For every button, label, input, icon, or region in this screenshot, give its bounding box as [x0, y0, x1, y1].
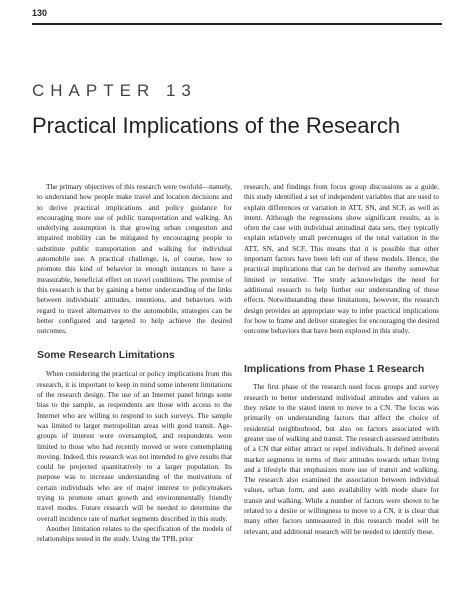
- page-number: 130: [32, 8, 48, 18]
- limitations-paragraph-1: When considering the practical or policy implications from this research, it is important to keep in mind some inherent limitations of the research design. The use of an Internet panel brings some bias to the sample, as respondents are those with access to the Internet who are willing to respond to such surveys. The sample was limited to larger metropolitan areas with good transit. Age-groups of interest were oversampled, and respondents were limited to those who had recently moved or were contemplating moving. Indeed, this research was not intended to give results that could be projected quantitatively to a larger population. Its purpose was to increase understanding of the motivations of certain individuals who are of major interest to policymakers trying to promote smart growth and environmentally friendly travel modes. Future research will be needed to determine the overall incidence rate of market segments described in this study.: [37, 369, 232, 523]
- limitations-paragraph-2: Another limitation relates to the specification of the models of relationships tested in the study. Using the TPB, prior: [37, 523, 232, 544]
- continued-paragraph: research, and findings from focus group discussions as a guide, this study identified a set of independent variables that are used to explain differences or variation in ATT, SN, and SCF, as well as intent. Although the regressions show significant results, as is often the case with individual attitudinal data sets, they typically explain relatively small percentages of the total variation in the ATT, SN, and SCF. This means that it is possible that other important factors have been left out of these models. Hence, the practical implications that can be derived are thereby somewhat limited or tentative. The study acknowledges the need for additional research to help further our understanding of these effects. Notwithstanding these limitations, however, the research design provides an appropriate way to infer practical implications for how to frame and deliver strategies for encouraging the desired outcome behaviors that have been explored in this study.: [244, 182, 439, 336]
- section-heading-limitations: Some Research Limitations: [37, 349, 175, 362]
- section-heading-phase1: Implications from Phase 1 Research: [244, 363, 425, 376]
- header-rule: [32, 23, 442, 25]
- right-column: [244, 182, 439, 537]
- chapter-title: Practical Implications of the Research: [32, 113, 401, 138]
- chapter-label: CHAPTER 13: [32, 81, 197, 100]
- intro-paragraph: The primary objectives of this research were twofold—namely, to understand how people make travel and location decisions and to derive practical implications and policy guidance for encouraging more use of public transportation and walking. An underlying assumption is that growing urban congestion and impaired mobility can be mitigated by encouraging people to substitute public transportation and walking for individual automobile use. A practical challenge, is, of course, how to promote this kind of behavior in enough instances to have a measurable, beneficial effect on travel conditions. The premise of this research is that by gaining a better understanding of the links between individuals' attitudes, intentions, and behaviors with regard to travel alternatives to the automobile, strategies can be better configured and targeted to help achieve the desired outcomes.: [37, 182, 232, 336]
- phase1-paragraph: The first phase of the research used focus groups and survey research to better understand individual attitudes and values as they relate to the stated intent to move to a CN. The focus was primarily on understanding factors that affect the choice of residential neighborhood, but also on factors associated with greater use of walking and transit. The research assessed attributes of a CN that either attract or repel individuals. It defined several market segments in terms of their attitudes towards urban living and a lifestyle that emphasizes more use of transit and walking. The research also examined the association between individual values, urban form, and auto availability with mode share for transit and walking. While a number of factors were shown to be related to a desire or willingness to move to a CN, it is clear that many other factors unmeasured in this research model will be relevant, and additional research will be needed to identify these.: [244, 382, 439, 536]
- left-column: [37, 182, 232, 545]
